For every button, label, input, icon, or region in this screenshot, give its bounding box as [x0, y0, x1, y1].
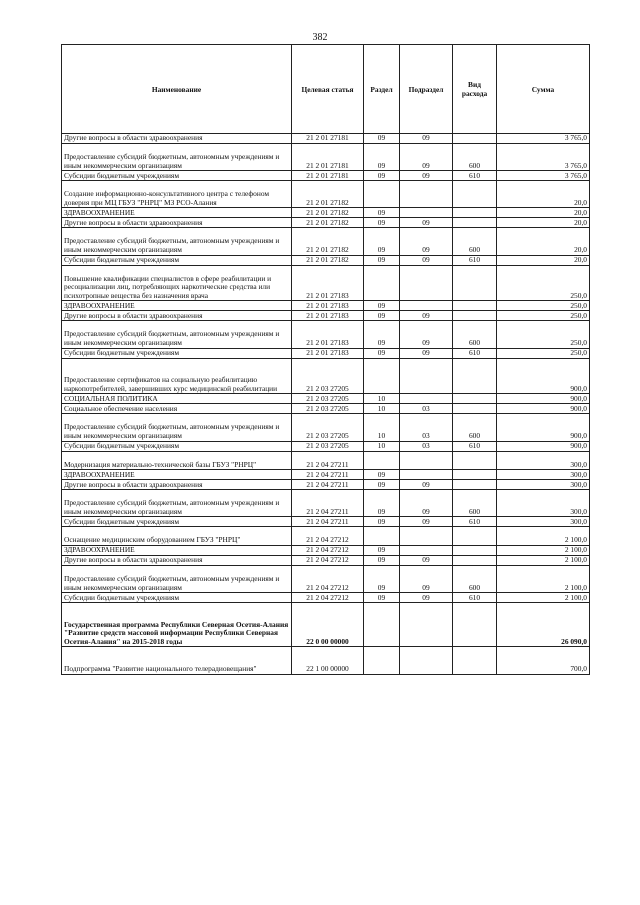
cell-subsection — [400, 527, 453, 546]
cell-name: Другие вопросы в области здравоохранения — [62, 480, 292, 490]
cell-expense-type — [453, 265, 497, 301]
cell-expense-type — [453, 181, 497, 208]
cell-subsection: 09 — [400, 171, 453, 181]
cell-subsection — [400, 181, 453, 208]
cell-name: Субсидии бюджетным учреждениям — [62, 255, 292, 265]
cell-expense-type: 610 — [453, 593, 497, 603]
table-row — [62, 480, 590, 490]
cell-subsection: 09 — [400, 565, 453, 592]
cell-section: 10 — [364, 441, 400, 451]
cell-name: Субсидии бюджетным учреждениям — [62, 348, 292, 358]
table-row — [62, 470, 590, 480]
cell-section: 09 — [364, 255, 400, 265]
cell-amount: 26 090,0 — [497, 603, 590, 647]
cell-expense-type: 610 — [453, 171, 497, 181]
cell-amount: 2 100,0 — [497, 565, 590, 592]
table-row — [62, 208, 590, 218]
cell-code: 21 2 01 27181 — [292, 134, 364, 144]
cell-amount: 20,0 — [497, 208, 590, 218]
cell-subsection — [400, 647, 453, 674]
cell-name: Субсидии бюджетным учреждениям — [62, 441, 292, 451]
cell-section: 09 — [364, 144, 400, 171]
cell-code: 21 2 01 27183 — [292, 301, 364, 311]
cell-code: 21 2 03 27205 — [292, 441, 364, 451]
header-section: Раздел — [364, 45, 400, 134]
table-row — [62, 603, 590, 647]
cell-expense-type: 610 — [453, 255, 497, 265]
cell-code: 21 2 04 27212 — [292, 565, 364, 592]
cell-section — [364, 603, 400, 647]
cell-section: 09 — [364, 545, 400, 555]
cell-section: 09 — [364, 311, 400, 321]
cell-code: 21 2 03 27205 — [292, 404, 364, 414]
cell-expense-type: 610 — [453, 441, 497, 451]
cell-subsection: 09 — [400, 218, 453, 228]
table-row — [62, 311, 590, 321]
cell-name: Повышение квалификации специалистов в сфере реабилитации и ресоциализации лиц, потребляющих наркотические средства или психотропные вещества без назначения врача — [62, 265, 292, 301]
cell-amount: 20,0 — [497, 218, 590, 228]
cell-amount: 900,0 — [497, 358, 590, 394]
cell-code: 21 2 01 27181 — [292, 171, 364, 181]
table-row — [62, 265, 590, 301]
header-expense-type: Вид расхода — [453, 45, 497, 134]
cell-code: 21 2 04 27211 — [292, 451, 364, 470]
table-row — [62, 228, 590, 255]
table-row — [62, 451, 590, 470]
cell-subsection: 09 — [400, 311, 453, 321]
cell-subsection: 09 — [400, 480, 453, 490]
cell-amount: 250,0 — [497, 311, 590, 321]
cell-name: ЗДРАВООХРАНЕНИЕ — [62, 208, 292, 218]
cell-expense-type: 610 — [453, 517, 497, 527]
header-amount: Сумма — [497, 45, 590, 134]
cell-code: 21 2 01 27182 — [292, 208, 364, 218]
cell-expense-type — [453, 311, 497, 321]
cell-code: 21 2 01 27183 — [292, 265, 364, 301]
cell-name: Предоставление субсидий бюджетным, автономным учреждениям и иным некоммерческим организациям — [62, 144, 292, 171]
cell-amount: 3 765,0 — [497, 144, 590, 171]
cell-amount: 250,0 — [497, 301, 590, 311]
cell-expense-type — [453, 555, 497, 565]
cell-subsection: 03 — [400, 404, 453, 414]
cell-amount: 900,0 — [497, 441, 590, 451]
budget-table — [61, 44, 590, 675]
cell-code: 22 1 00 00000 — [292, 647, 364, 674]
table-row — [62, 545, 590, 555]
table-row — [62, 565, 590, 592]
table-row — [62, 181, 590, 208]
cell-name: Другие вопросы в области здравоохранения — [62, 218, 292, 228]
cell-name: Модернизация материально-технической базы ГБУЗ "РНРЦ" — [62, 451, 292, 470]
cell-code: 21 2 04 27211 — [292, 490, 364, 517]
cell-subsection: 03 — [400, 414, 453, 441]
cell-subsection: 09 — [400, 255, 453, 265]
cell-code: 21 2 04 27211 — [292, 470, 364, 480]
cell-amount: 700,0 — [497, 647, 590, 674]
cell-section: 09 — [364, 218, 400, 228]
cell-section: 09 — [364, 134, 400, 144]
cell-expense-type — [453, 208, 497, 218]
cell-name: ЗДРАВООХРАНЕНИЕ — [62, 470, 292, 480]
cell-code: 21 2 01 27182 — [292, 218, 364, 228]
cell-code: 21 2 01 27183 — [292, 348, 364, 358]
cell-code: 21 2 01 27183 — [292, 311, 364, 321]
cell-name: ЗДРАВООХРАНЕНИЕ — [62, 545, 292, 555]
cell-code: 21 2 01 27182 — [292, 255, 364, 265]
cell-expense-type — [453, 545, 497, 555]
cell-section: 10 — [364, 394, 400, 404]
cell-section — [364, 181, 400, 208]
cell-expense-type: 600 — [453, 144, 497, 171]
cell-expense-type — [453, 603, 497, 647]
header-name: Наименование — [62, 45, 292, 134]
cell-amount: 900,0 — [497, 394, 590, 404]
cell-amount: 300,0 — [497, 480, 590, 490]
cell-expense-type — [453, 358, 497, 394]
cell-amount: 250,0 — [497, 265, 590, 301]
cell-amount: 900,0 — [497, 414, 590, 441]
cell-code: 21 2 04 27212 — [292, 593, 364, 603]
cell-amount: 300,0 — [497, 517, 590, 527]
cell-expense-type: 600 — [453, 228, 497, 255]
table-row — [62, 301, 590, 311]
cell-subsection: 09 — [400, 134, 453, 144]
table-row — [62, 517, 590, 527]
cell-expense-type — [453, 527, 497, 546]
cell-name: Предоставление субсидий бюджетным, автономным учреждениям и иным некоммерческим организациям — [62, 321, 292, 348]
cell-code: 21 2 04 27212 — [292, 527, 364, 546]
cell-section: 09 — [364, 490, 400, 517]
cell-expense-type — [453, 301, 497, 311]
cell-expense-type — [453, 404, 497, 414]
cell-amount: 3 765,0 — [497, 171, 590, 181]
table-row — [62, 171, 590, 181]
cell-code: 21 2 03 27205 — [292, 414, 364, 441]
table-row — [62, 218, 590, 228]
cell-expense-type — [453, 218, 497, 228]
cell-expense-type — [453, 394, 497, 404]
cell-subsection: 03 — [400, 441, 453, 451]
cell-amount: 900,0 — [497, 404, 590, 414]
cell-amount: 300,0 — [497, 470, 590, 480]
cell-code: 21 2 04 27212 — [292, 545, 364, 555]
page-number: 382 — [312, 32, 328, 43]
cell-expense-type — [453, 470, 497, 480]
table-row — [62, 144, 590, 171]
cell-section: 09 — [364, 171, 400, 181]
cell-name: Другие вопросы в области здравоохранения — [62, 134, 292, 144]
cell-section: 09 — [364, 301, 400, 311]
cell-subsection — [400, 265, 453, 301]
cell-section — [364, 265, 400, 301]
cell-subsection: 09 — [400, 517, 453, 527]
cell-subsection: 09 — [400, 555, 453, 565]
cell-section: 09 — [364, 517, 400, 527]
cell-section: 10 — [364, 404, 400, 414]
cell-amount: 2 100,0 — [497, 527, 590, 546]
cell-name: Субсидии бюджетным учреждениям — [62, 517, 292, 527]
cell-name: Предоставление субсидий бюджетным, автономным учреждениям и иным некоммерческим организациям — [62, 414, 292, 441]
cell-expense-type: 600 — [453, 321, 497, 348]
cell-code: 21 2 01 27182 — [292, 228, 364, 255]
cell-section: 09 — [364, 480, 400, 490]
cell-section: 09 — [364, 348, 400, 358]
cell-code: 21 2 04 27212 — [292, 555, 364, 565]
cell-code: 21 2 01 27182 — [292, 181, 364, 208]
cell-subsection — [400, 545, 453, 555]
cell-name: СОЦИАЛЬНАЯ ПОЛИТИКА — [62, 394, 292, 404]
cell-name: Оснащение медицинским оборудованием ГБУЗ "РНРЦ" — [62, 527, 292, 546]
header-subsection: Подраздел — [400, 45, 453, 134]
table-body — [62, 134, 590, 675]
cell-subsection — [400, 451, 453, 470]
cell-name: Субсидии бюджетным учреждениям — [62, 171, 292, 181]
cell-amount: 2 100,0 — [497, 545, 590, 555]
cell-subsection — [400, 603, 453, 647]
cell-subsection: 09 — [400, 490, 453, 517]
cell-name: Другие вопросы в области здравоохранения — [62, 311, 292, 321]
cell-section — [364, 527, 400, 546]
cell-code: 21 2 04 27211 — [292, 480, 364, 490]
table-header-row — [62, 45, 590, 134]
cell-expense-type: 610 — [453, 348, 497, 358]
cell-code: 21 2 03 27205 — [292, 358, 364, 394]
cell-name: Предоставление сертификатов на социальную реабилитацию наркопотребителей, завершивших курс медицинской реабилитации — [62, 358, 292, 394]
table-row — [62, 647, 590, 674]
cell-code: 21 2 03 27205 — [292, 394, 364, 404]
cell-amount: 20,0 — [497, 181, 590, 208]
table-row — [62, 555, 590, 565]
cell-amount: 3 765,0 — [497, 134, 590, 144]
table-row — [62, 593, 590, 603]
cell-section: 09 — [364, 565, 400, 592]
table-row — [62, 490, 590, 517]
cell-section — [364, 647, 400, 674]
cell-section: 09 — [364, 321, 400, 348]
cell-expense-type: 600 — [453, 565, 497, 592]
cell-subsection: 09 — [400, 321, 453, 348]
table-row — [62, 394, 590, 404]
cell-name: Подпрограмма "Развитие национального телерадиовещания" — [62, 647, 292, 674]
cell-subsection: 09 — [400, 593, 453, 603]
cell-code: 21 2 04 27211 — [292, 517, 364, 527]
cell-name: Создание информационно-консультативного центра с телефоном доверия при МЦ ГБУЗ "РНРЦ" МЗ РСО-Алания — [62, 181, 292, 208]
cell-amount: 250,0 — [497, 348, 590, 358]
cell-amount: 2 100,0 — [497, 593, 590, 603]
table-row — [62, 255, 590, 265]
table-row — [62, 358, 590, 394]
cell-subsection: 09 — [400, 228, 453, 255]
table-row — [62, 134, 590, 144]
cell-subsection: 09 — [400, 144, 453, 171]
cell-section — [364, 358, 400, 394]
cell-name: Предоставление субсидий бюджетным, автономным учреждениям и иным некоммерческим организациям — [62, 490, 292, 517]
cell-amount: 20,0 — [497, 228, 590, 255]
cell-expense-type — [453, 647, 497, 674]
cell-expense-type — [453, 480, 497, 490]
cell-section: 10 — [364, 414, 400, 441]
cell-section: 09 — [364, 208, 400, 218]
cell-expense-type — [453, 134, 497, 144]
cell-code: 21 2 01 27181 — [292, 144, 364, 171]
table-row — [62, 414, 590, 441]
cell-subsection — [400, 394, 453, 404]
cell-subsection — [400, 470, 453, 480]
cell-subsection — [400, 358, 453, 394]
table-row — [62, 321, 590, 348]
table-row — [62, 527, 590, 546]
header-code: Целевая статья — [292, 45, 364, 134]
table-row — [62, 441, 590, 451]
cell-section: 09 — [364, 228, 400, 255]
cell-section: 09 — [364, 470, 400, 480]
cell-name: Предоставление субсидий бюджетным, автономным учреждениям и иным некоммерческим организациям — [62, 565, 292, 592]
table-row — [62, 404, 590, 414]
cell-name: ЗДРАВООХРАНЕНИЕ — [62, 301, 292, 311]
cell-amount: 300,0 — [497, 451, 590, 470]
cell-expense-type — [453, 451, 497, 470]
cell-amount: 250,0 — [497, 321, 590, 348]
cell-section: 09 — [364, 555, 400, 565]
cell-subsection — [400, 301, 453, 311]
cell-subsection — [400, 208, 453, 218]
cell-name: Государственная программа Республики Северная Осетия-Алания "Развитие средств массовой информации Республики Северная Осетия-Алания" на 2015-2018 годы — [62, 603, 292, 647]
table-row — [62, 348, 590, 358]
cell-section — [364, 451, 400, 470]
cell-amount: 2 100,0 — [497, 555, 590, 565]
cell-code: 22 0 00 00000 — [292, 603, 364, 647]
cell-amount: 20,0 — [497, 255, 590, 265]
cell-section: 09 — [364, 593, 400, 603]
cell-code: 21 2 01 27183 — [292, 321, 364, 348]
cell-name: Субсидии бюджетным учреждениям — [62, 593, 292, 603]
cell-name: Социальное обеспечение населения — [62, 404, 292, 414]
cell-expense-type: 600 — [453, 414, 497, 441]
cell-subsection: 09 — [400, 348, 453, 358]
cell-expense-type: 600 — [453, 490, 497, 517]
cell-name: Другие вопросы в области здравоохранения — [62, 555, 292, 565]
cell-name: Предоставление субсидий бюджетным, автономным учреждениям и иным некоммерческим организациям — [62, 228, 292, 255]
cell-amount: 300,0 — [497, 490, 590, 517]
